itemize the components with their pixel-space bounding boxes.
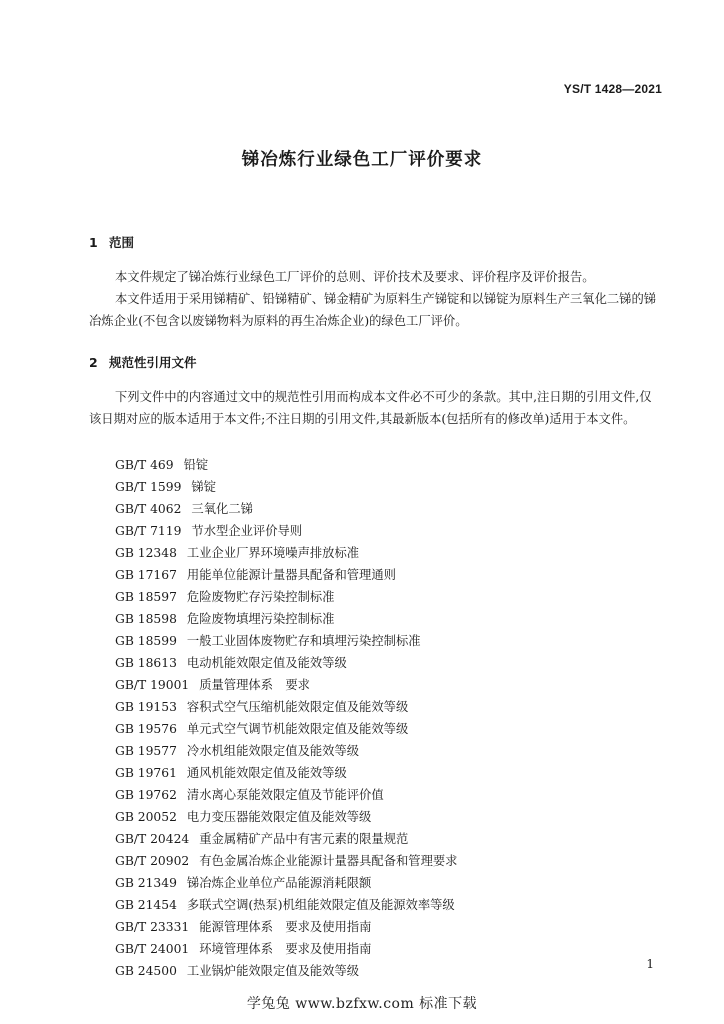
reference-title: 通风机能效限定值及能效等级 bbox=[186, 766, 347, 780]
reference-code: GB/T 20424 bbox=[115, 832, 190, 846]
standard-number: YS/T 1428—2021 bbox=[563, 82, 662, 96]
reference-title: 重金属精矿产品中有害元素的限量规范 bbox=[199, 832, 409, 846]
reference-title: 质量管理体系 要求 bbox=[199, 678, 310, 692]
reference-code: GB/T 20902 bbox=[115, 854, 190, 868]
reference-item bbox=[115, 762, 675, 784]
reference-item bbox=[115, 784, 675, 806]
reference-code: GB 19153 bbox=[115, 700, 177, 714]
reference-title: 冷水机组能效限定值及能效等级 bbox=[186, 744, 360, 758]
section-1-title: 范围 bbox=[109, 235, 135, 250]
watermark-text: 学兔兔 www.bzfxw.com 标准下载 bbox=[246, 996, 478, 1012]
reference-item bbox=[115, 696, 675, 718]
reference-title: 工业企业厂界环境噪声排放标准 bbox=[186, 546, 360, 560]
reference-title: 有色金属冶炼企业能源计量器具配备和管理要求 bbox=[199, 854, 458, 868]
reference-title: 清水离心泵能效限定值及节能评价值 bbox=[186, 788, 384, 802]
reference-code: GB/T 7119 bbox=[115, 524, 182, 538]
reference-item bbox=[115, 542, 675, 564]
reference-item bbox=[115, 938, 675, 960]
reference-item bbox=[115, 674, 675, 696]
reference-title: 电力变压器能效限定值及能效等级 bbox=[186, 810, 372, 824]
reference-item bbox=[115, 652, 675, 674]
reference-code: GB 18597 bbox=[115, 590, 177, 604]
reference-code: GB/T 4062 bbox=[115, 502, 182, 516]
reference-title: 危险废物贮存污染控制标准 bbox=[186, 590, 335, 604]
reference-item bbox=[115, 608, 675, 630]
reference-item bbox=[115, 630, 675, 652]
reference-item bbox=[115, 960, 675, 982]
reference-title: 用能单位能源计量器具配备和管理通则 bbox=[186, 568, 396, 582]
reference-title: 铅锭 bbox=[183, 458, 209, 472]
reference-title: 能源管理体系 要求及使用指南 bbox=[199, 920, 372, 934]
reference-title: 环境管理体系 要求及使用指南 bbox=[199, 942, 372, 956]
reference-title: 锑锭 bbox=[191, 480, 217, 494]
reference-code: GB 20052 bbox=[115, 810, 177, 824]
reference-item bbox=[115, 454, 675, 476]
reference-code: GB 19577 bbox=[115, 744, 177, 758]
reference-list bbox=[115, 454, 675, 982]
reference-item bbox=[115, 806, 675, 828]
reference-code: GB 21454 bbox=[115, 898, 177, 912]
section-1-paragraph-1: 本文件规定了锑冶炼行业绿色工厂评价的总则、评价技术及要求、评价程序及评价报告。 bbox=[115, 270, 595, 284]
reference-title: 节水型企业评价导则 bbox=[191, 524, 303, 538]
reference-code: GB 19762 bbox=[115, 788, 177, 802]
reference-item bbox=[115, 916, 675, 938]
reference-title: 危险废物填埋污染控制标准 bbox=[186, 612, 335, 626]
reference-code: GB 19576 bbox=[115, 722, 177, 736]
reference-code: GB/T 19001 bbox=[115, 678, 190, 692]
page-number: 1 bbox=[646, 957, 654, 971]
section-2-intro: 下列文件中的内容通过文中的规范性引用而构成本文件必不可少的条款。其中,注日期的引用文件,仅该日期对应的版本适用于本文件;不注日期的引用文件,其最新版本(包括所有的修改单)适用于本文件。 bbox=[89, 390, 652, 426]
section-1-number: 1 bbox=[89, 235, 98, 250]
reference-item bbox=[115, 476, 675, 498]
reference-item bbox=[115, 564, 675, 586]
reference-title: 锑冶炼企业单位产品能源消耗限额 bbox=[186, 876, 372, 890]
reference-item bbox=[115, 850, 675, 872]
reference-item bbox=[115, 740, 675, 762]
reference-item bbox=[115, 586, 675, 608]
section-2-title: 规范性引用文件 bbox=[109, 355, 197, 370]
reference-item bbox=[115, 828, 675, 850]
reference-item bbox=[115, 894, 675, 916]
reference-title: 三氧化二锑 bbox=[191, 502, 253, 516]
section-2-number: 2 bbox=[89, 355, 98, 370]
reference-item bbox=[115, 872, 675, 894]
reference-code: GB 12348 bbox=[115, 546, 177, 560]
section-1-heading bbox=[89, 233, 134, 251]
section-2-heading bbox=[89, 353, 197, 371]
reference-code: GB/T 23331 bbox=[115, 920, 190, 934]
reference-code: GB 17167 bbox=[115, 568, 177, 582]
section-1-paragraph-2: 本文件适用于采用锑精矿、铅锑精矿、锑金精矿为原料生产锑锭和以锑锭为原料生产三氧化二锑的锑冶炼企业(不包含以废锑物料为原料的再生冶炼企业)的绿色工厂评价。 bbox=[89, 292, 657, 328]
reference-title: 容积式空气压缩机能效限定值及能效等级 bbox=[186, 700, 409, 714]
reference-title: 一般工业固体废物贮存和填埋污染控制标准 bbox=[186, 634, 421, 648]
reference-item bbox=[115, 498, 675, 520]
reference-code: GB/T 1599 bbox=[115, 480, 182, 494]
reference-code: GB 18599 bbox=[115, 634, 177, 648]
reference-code: GB 21349 bbox=[115, 876, 177, 890]
reference-title: 工业锅炉能效限定值及能效等级 bbox=[186, 964, 360, 978]
reference-item bbox=[115, 718, 675, 740]
reference-code: GB 24500 bbox=[115, 964, 177, 978]
document-title: 锑冶炼行业绿色工厂评价要求 bbox=[241, 150, 483, 170]
reference-code: GB 18613 bbox=[115, 656, 177, 670]
reference-code: GB 19761 bbox=[115, 766, 177, 780]
reference-title: 电动机能效限定值及能效等级 bbox=[186, 656, 347, 670]
reference-title: 单元式空气调节机能效限定值及能效等级 bbox=[186, 722, 409, 736]
reference-code: GB 18598 bbox=[115, 612, 177, 626]
reference-title: 多联式空调(热泵)机组能效限定值及能源效率等级 bbox=[186, 898, 455, 912]
reference-code: GB/T 24001 bbox=[115, 942, 190, 956]
reference-item bbox=[115, 520, 675, 542]
reference-code: GB/T 469 bbox=[115, 458, 174, 472]
